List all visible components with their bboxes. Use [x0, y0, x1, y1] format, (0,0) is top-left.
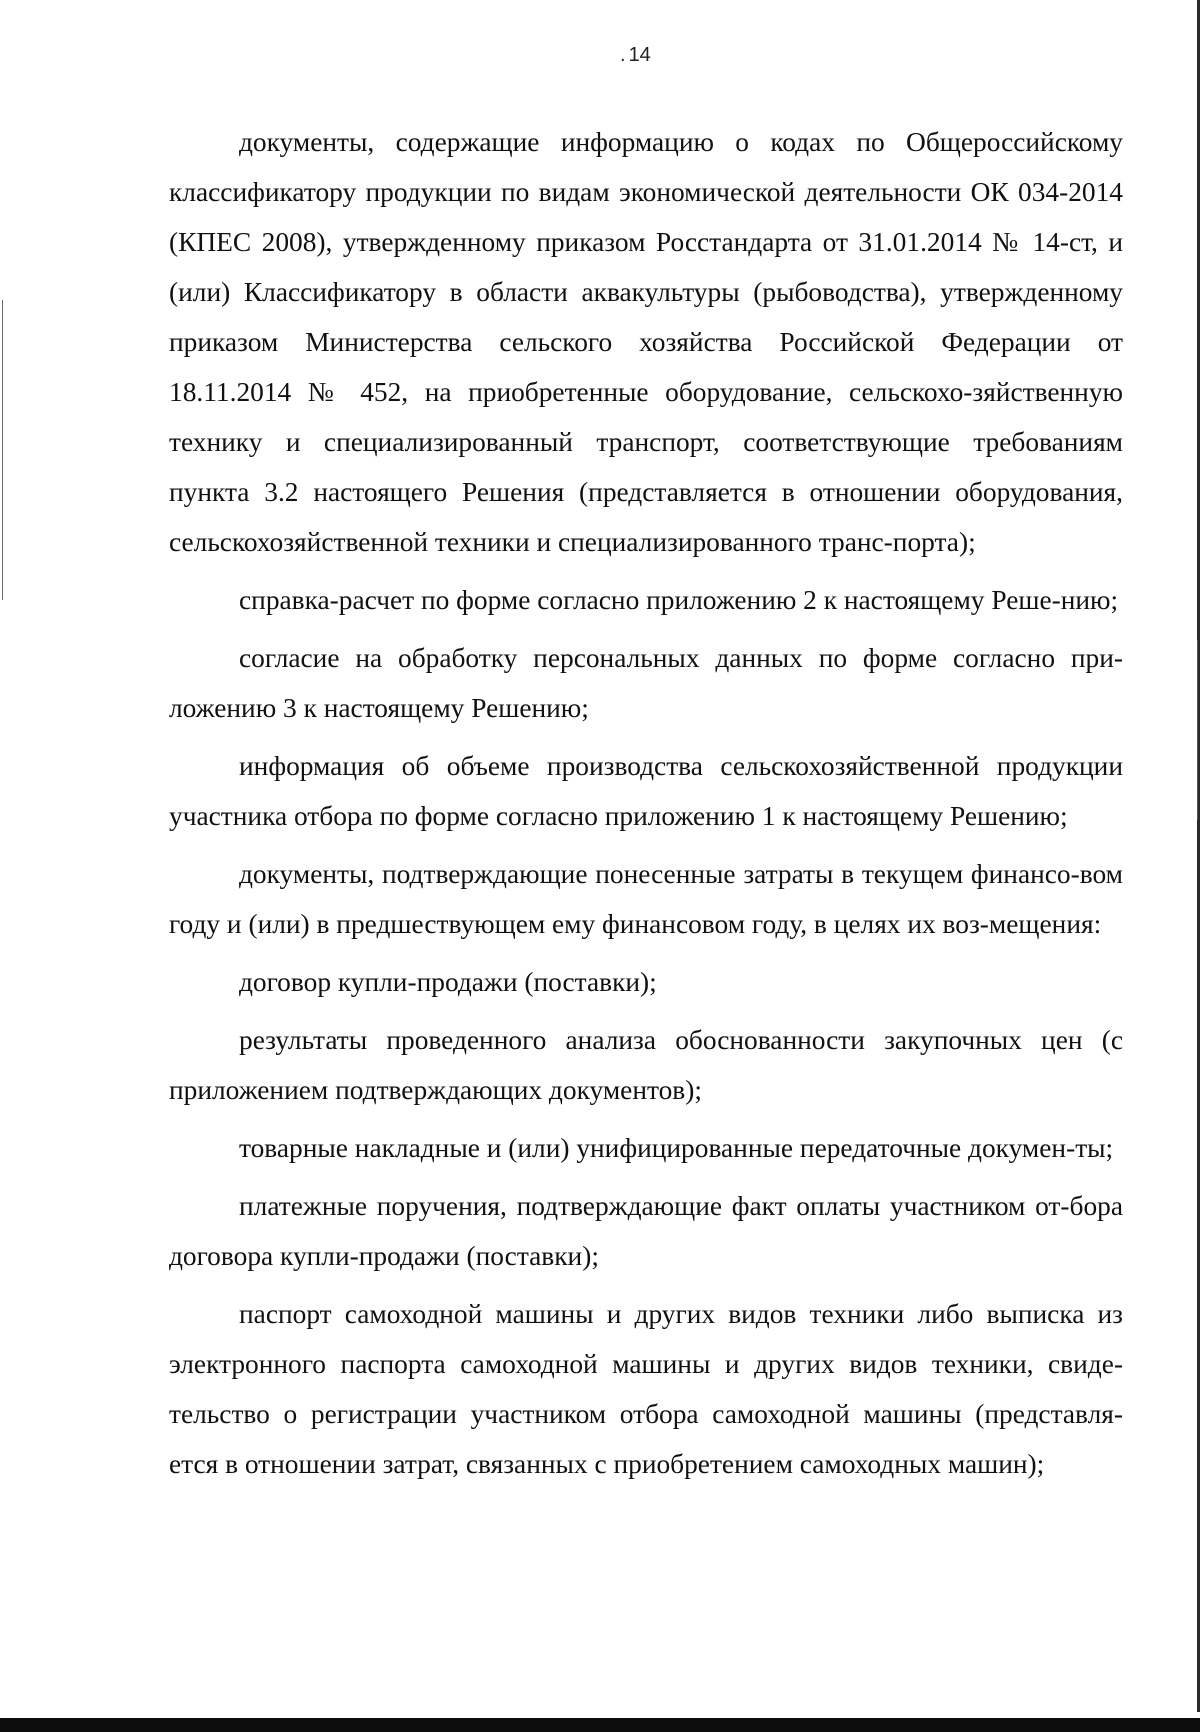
paragraph-price-analysis: результаты проведенного анализа обоснованности закупочных цен (с приложением подтверждающих документов); [169, 1025, 1123, 1105]
document-body [169, 117, 1123, 1497]
scan-mark [1197, 640, 1198, 820]
paragraph-vehicle-passport: паспорт самоходной машины и других видов техники либо выписка из электронного паспорта самоходной машины и других видов техники, свиде-тельство о регистрации участником отбора самоходной машины (представля-ется в отношении затрат, связанных с приобретением самоходных машин); [169, 1299, 1123, 1479]
paragraph-personal-data-consent: согласие на обработку персональных данных по форме согласно при-ложению 3 к настоящему Решению; [169, 643, 1123, 723]
paragraph-payment-orders: платежные поручения, подтверждающие факт оплаты участником от-бора договора купли-продажи (поставки); [169, 1191, 1123, 1271]
paragraph-production-volume-info: информация об объеме производства сельскохозяйственной продукции участника отбора по форме согласно приложению 1 к настоящему Решению; [169, 751, 1123, 831]
page-number [620, 44, 651, 67]
paragraph-sale-contract: договор купли-продажи (поставки); [239, 967, 657, 997]
scan-edge-left [2, 300, 3, 600]
paragraph-okpd-documents: документы, содержащие информацию о кодах по Общероссийскому классификатору продукции по видам экономической деятельности ОК 034-2014 (КПЕС 2008), утвержденному приказом Росстандарта от 31.01.2014 № 14-ст, и (или) Классификатору в области аквакультуры (рыбоводства), утвержденному приказом Министерства сельского хозяйства Российской Федерации от 18.11.2014 № 452, на приобретенные оборудование, сельскохо-зяйственную технику и специализированный транспорт, соответствующие требованиям пункта 3.2 настоящего Решения (представляется в отношении оборудования, сельскохозяйственной техники и специализированного транс-порта); [169, 127, 1123, 557]
scan-edge-bottom [0, 1718, 1200, 1732]
page-number-value: 14 [628, 44, 651, 66]
paragraph-waybills: товарные накладные и (или) унифицированные передаточные докумен-ты; [239, 1133, 1114, 1163]
page-number-dot: . [620, 44, 626, 66]
paragraph-expense-documents: документы, подтверждающие понесенные затраты в текущем финансо-вом году и (или) в предшествующем ему финансовом году, в целях их воз-мещения: [169, 859, 1123, 939]
paragraph-calculation-certificate: справка-расчет по форме согласно приложению 2 к настоящему Реше-нию; [239, 585, 1119, 615]
